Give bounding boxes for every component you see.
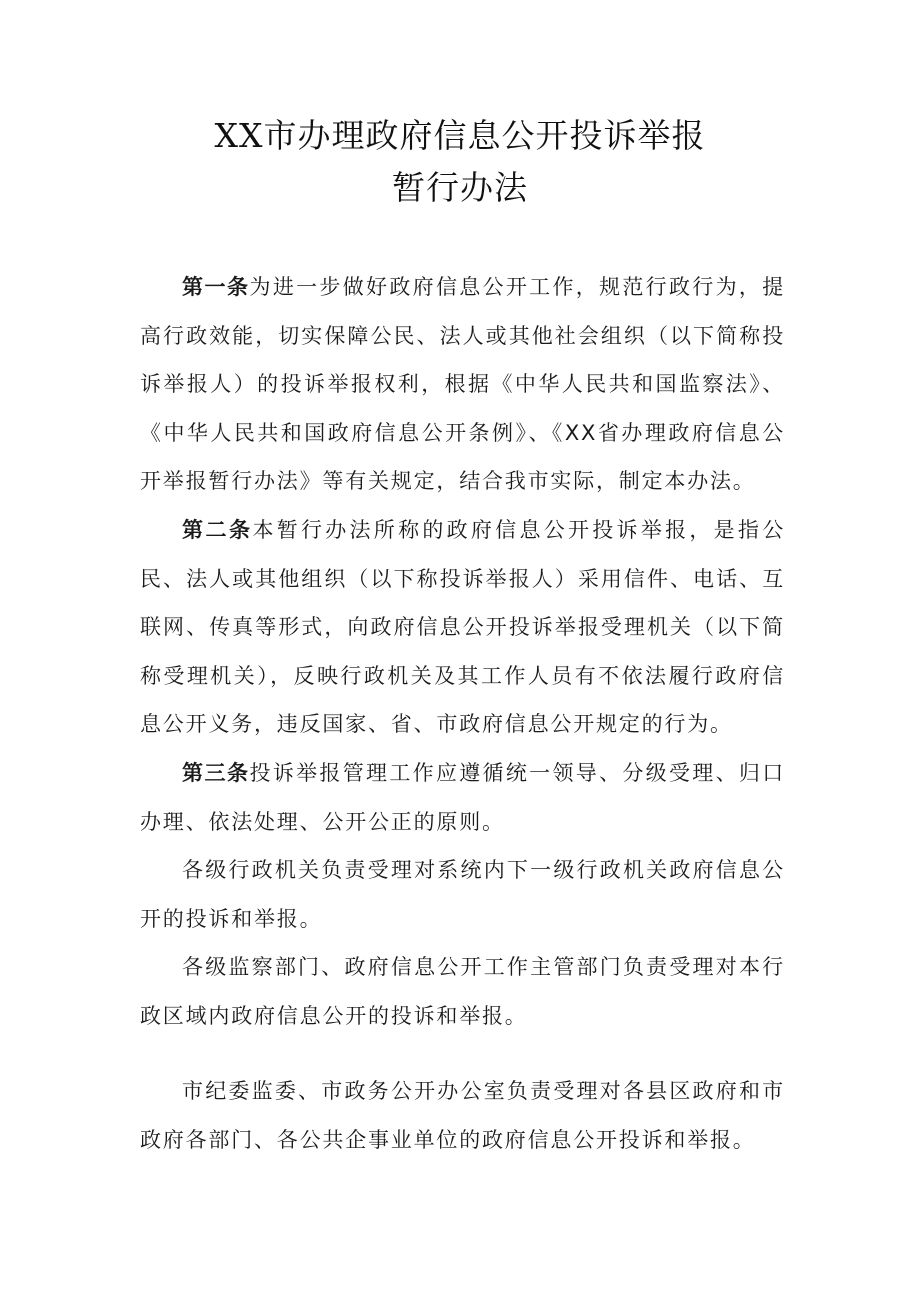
article-3-clause-1 <box>140 846 785 943</box>
article-3-label: 第三条 <box>182 760 250 785</box>
article-3-clause-2 <box>140 943 785 1040</box>
article-1-text: 为进一步做好政府信息公开工作，规范行政行为，提高行政效能，切实保障公民、法人或其他社会组织（以下简称投诉举报人）的投诉举报权利，根据《中华人民共和国监察法》、《中华人民共和国政府信息公开条例》、《XX省办理政府信息公开举报暂行办法》等有关规定，结合我市实际，制定本办法。 <box>140 275 785 494</box>
article-1-label: 第一条 <box>182 275 250 299</box>
article-2-paragraph <box>140 506 785 749</box>
document-body <box>140 263 785 1041</box>
article-2-text: 本暂行办法所称的政府信息公开投诉举报，是指公民、法人或其他组织（以下称投诉举报人）采用信件、电话、互联网、传真等形式，向政府信息公开投诉举报受理机关（以下简称受理机关），反映行政机关及其工作人员有不依法履行政府信息公开义务，违反国家、省、市政府信息公开规定的行为。 <box>140 517 786 737</box>
article-3-clause-3 <box>140 1067 785 1164</box>
clause-2-text: 各级监察部门、政府信息公开工作主管部门负责受理对本行政区域内政府信息公开的投诉和举报。 <box>140 955 785 1028</box>
article-1-paragraph <box>140 263 785 506</box>
article-3-paragraph <box>140 749 785 846</box>
article-3-text: 投诉举报管理工作应遵循统一领导、分级受理、归口办理、依法处理、公开公正的原则。 <box>140 760 785 834</box>
article-2-label: 第二条 <box>182 517 253 542</box>
document-title-line-2: 暂行办法 <box>392 168 528 207</box>
document-body-continued <box>140 1067 785 1164</box>
clause-3-text: 市纪委监委、市政务公开办公室负责受理对各县区政府和市政府各部门、各公共企事业单位的政府信息公开投诉和举报。 <box>140 1079 785 1152</box>
document-title-line-1: XX市办理政府信息公开投诉举报 <box>214 116 706 155</box>
clause-1-text: 各级行政机关负责受理对系统内下一级行政机关政府信息公开的投诉和举报。 <box>140 858 785 931</box>
